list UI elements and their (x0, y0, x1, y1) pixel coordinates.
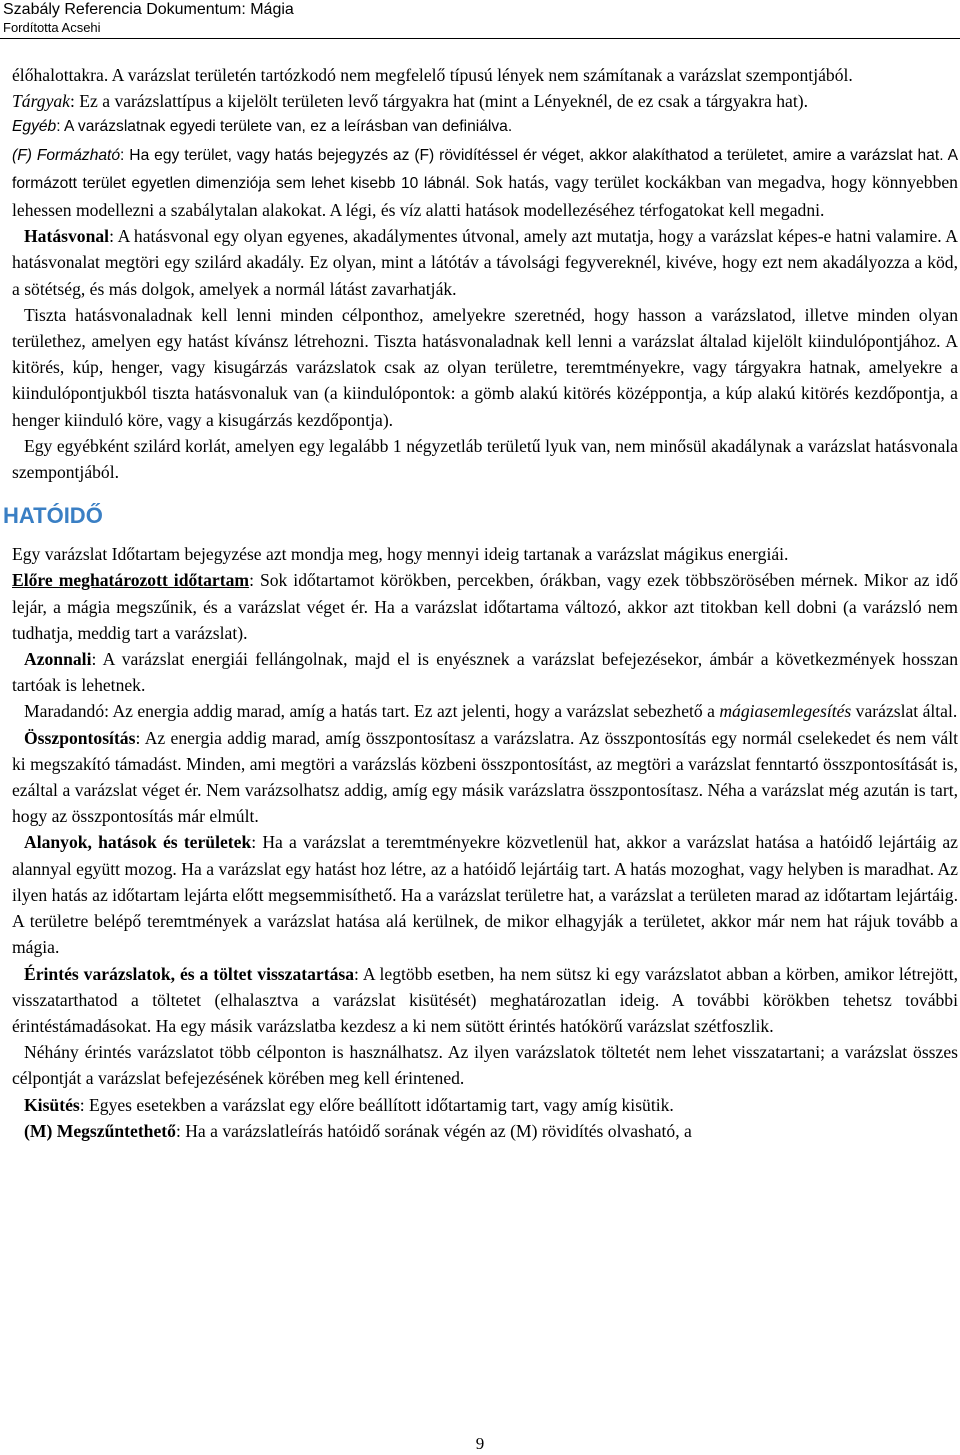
paragraph (12, 302, 958, 433)
paragraph-text: : A hatásvonal egy olyan egyenes, akadálymentes útvonal, amely azt mutatja, hogy a varázslat képes-e hatni valamire. A hatásvonalat megtöri egy szilárd akadály. Ez olyan, mint a látótáv a távolsági fegyvereknél, kivéve, hogy ezt nem akadályozza a köd, a sötétség, és más dolgok, amelyek a normál látást zavarhatják. (12, 226, 958, 299)
paragraph-text: Egy egyébként szilárd korlát, amelyen egy legalább 1 négyzetláb területű lyuk van, nem minősül akadálynak a varázslat hatásvonala szempontjából. (12, 435, 958, 483)
paragraph-text: : Ha a varázslat a teremtményekre közvetlenül hat, akkor a varázslat hatása a hatóidő lejártáig az alannyal együtt mozog. Ha a varázslat egy hatást hoz létre, az a hatóidő lejártáig tart. A hatás mozoghat, vagy helyben is maradhat. Az ilyen hatás az időtartam lejárta előtt megsemmisíthető. Ha a varázslat területre hat, a varázslat a területen marad az időtartam lejártáig. A területre belépő teremtmények a varázslat hatása alá kerülnek, de mikor elhagyják a területet, akkor már nem hat rájuk tovább a mágia. (12, 832, 958, 958)
paragraph (12, 541, 958, 567)
page-number: 9 (475, 1434, 485, 1453)
paragraph-elore-meghatarozott (12, 567, 958, 646)
paragraph-text: : A legtöbb esetben, ha nem sütsz ki egy varázslatot abban a körben, amikor létrejött, visszatarthatod a töltetet (elhalasztva a varázslat kisütését) meghatározatlan ideig. A további körökben tehetsz további érintéstámadásokat. Ha egy másik varázslatba kezdesz a ki nem sütött érintés hatókörű varázslat szétfoszlik. (12, 963, 959, 1036)
paragraph-text: : A varázslat energiái fellángolnak, majd el is enyésznek a varázslat befejezésekor, ámbár a következmények hosszan tartóak is lehetnek. (12, 649, 958, 696)
term-azonnali: Azonnali (24, 649, 92, 670)
paragraph-text: : Sok időtartamot körökben, percekben, órákban, vagy ezek többszörösében mérnek. Mikor az idő lejár, a mágia megszűnik, és a varázslat véget ér. Ha a varázslat időtartama változó, akkor azt titokban kell dobni (a varázsló nem tudhatja, meddig tart a varázslat). (12, 570, 958, 643)
paragraph-alanyok (12, 829, 958, 960)
document-body (3, 62, 959, 1144)
paragraph-text: : Az energia addig marad, amíg összpontosítasz a varázslatra. Az összpontosítás egy normál cselekedet és nem vált ki megszakító támadást. Minden, ami megtöri a varázslás közbeni összpontosítást, az megtöri a varázslat fenntartó összpontosítását is, ezáltal a varázslat véget ér. Nem varázsolhatsz addig, amíg egy másik varázslatra összpontosítasz. Néha a varázslat még azután is tart, hogy az összpontosítás már elmúlt. (12, 727, 958, 827)
header-divider (0, 38, 960, 39)
paragraph-text: : Ez a varázslattípus a kijelölt területen levő tárgyakra hat (mint a Lényeknél, de ez csak a tárgyakra hat). (70, 91, 808, 112)
term-megszuntetheto: (M) Megszűntethető (24, 1120, 176, 1141)
paragraph-erintes (12, 961, 958, 1040)
paragraph-text: : Egyes esetekben a varázslat egy előre beállított időtartamig tart, vagy amíg kisütik. (79, 1094, 674, 1115)
spell-name: mágiasemlegesítés (719, 701, 852, 722)
paragraph-text: varázslat által. (851, 701, 958, 722)
term-erintes: Érintés varázslatok, és a töltet visszatartása (24, 963, 355, 984)
paragraph-text: Néhány érintés varázslatot több célponton is használhatsz. Az ilyen varázslatok töltetét nem lehet visszatartani; a varázslat összes célpontját a varázslat befejezésének körében meg kell érintened. (12, 1042, 958, 1089)
term-formazhato: (F) Formázható (12, 146, 121, 164)
document-subtitle: Fordította Acsehi (3, 20, 101, 35)
paragraph-hatasvonal (12, 223, 958, 302)
paragraph-text: : A varázslatnak egyedi területe van, ez a leírásban van definiálva. (56, 118, 513, 136)
paragraph-text: élőhalottakra. A varázslat területén tartózkodó nem megfelelő típusú lények nem számítanak a varázslat szempontjából. (12, 65, 853, 85)
page-header (0, 0, 960, 36)
section-heading: HATÓIDŐ (3, 503, 103, 529)
term-targyak: Tárgyak (12, 91, 70, 112)
paragraph-kisutes (12, 1092, 958, 1118)
term-maradando: Maradandó (24, 701, 105, 722)
paragraph-text: : Ha egy terület, vagy hatás bejegyzés az (F) rövidítéssel ér véget, akkor alakíthatod a területet, amire a varázslat hat. A formázott terület egyetlen dimenziója sem lehet kisebb 10 lábnál. (12, 146, 958, 192)
paragraph-formazhato (12, 141, 958, 224)
paragraph-megszuntetheto (12, 1118, 958, 1144)
term-elore-meghatarozott: Előre meghatározott időtartam (12, 570, 250, 591)
paragraph-text: Sok hatás, vagy terület kockákban van megadva, hogy könnyebben lehessen modellezni a szabálytalan alakokat. A légi, és víz alatti hatások modellezéséhez térfogatokat kell megadni. (12, 171, 958, 221)
term-egyeb: Egyéb (12, 118, 57, 136)
paragraph-text: Egy varázslat Időtartam bejegyzése azt mondja meg, hogy mennyi ideig tartanak a varázslat mágikus energiái. (12, 544, 789, 565)
paragraph-targyak (12, 88, 958, 114)
paragraph-text: : Ha a varázslatleírás hatóidő sorának végén az (M) rövidítés olvasható, a (175, 1120, 692, 1141)
term-hatasvonal: Hatásvonal (24, 226, 110, 247)
paragraph-osszpontositas (12, 725, 958, 830)
paragraph (12, 433, 958, 485)
paragraph-maradando (12, 698, 958, 724)
term-osszpontositas: Összpontosítás (24, 727, 136, 748)
paragraph-text: : Az energia addig marad, amíg a hatás tart. Ez azt jelenti, hogy a varázslat sebezhető a (104, 701, 720, 722)
document-title: Szabály Referencia Dokumentum: Mágia (3, 1, 294, 18)
term-alanyok: Alanyok, hatások és területek (24, 832, 252, 853)
term-kisutes: Kisütés (24, 1094, 80, 1115)
paragraph (12, 1039, 958, 1091)
paragraph-egyeb (12, 114, 958, 140)
paragraph-text: Tiszta hatásvonaladnak kell lenni minden célponthoz, amelyekre szeretnéd, hogy hasson a varázslatod, illetve minden olyan területhez, amelyen egy hatást kívánsz létrehozni. Tiszta hatásvonaladnak kell lenni a varázslat általad kijelölt kiindulópontjához. A kitörés, kúp, henger, vagy kisugárzás varázslatok csak az olyan területre, teremtményekre, vagy tárgyakra hatnak, amelyekre a kiindulópontjukból tiszta hatásvonaluk van (a kiindulópontok: a gömb alakú kitörés középpontja, a kúp alakú kitörés kezdőpontja, a henger kiinduló köre, vagy a kisugárzás kezdőpontja). (12, 304, 958, 430)
paragraph (12, 62, 958, 88)
paragraph-azonnali (12, 646, 958, 698)
